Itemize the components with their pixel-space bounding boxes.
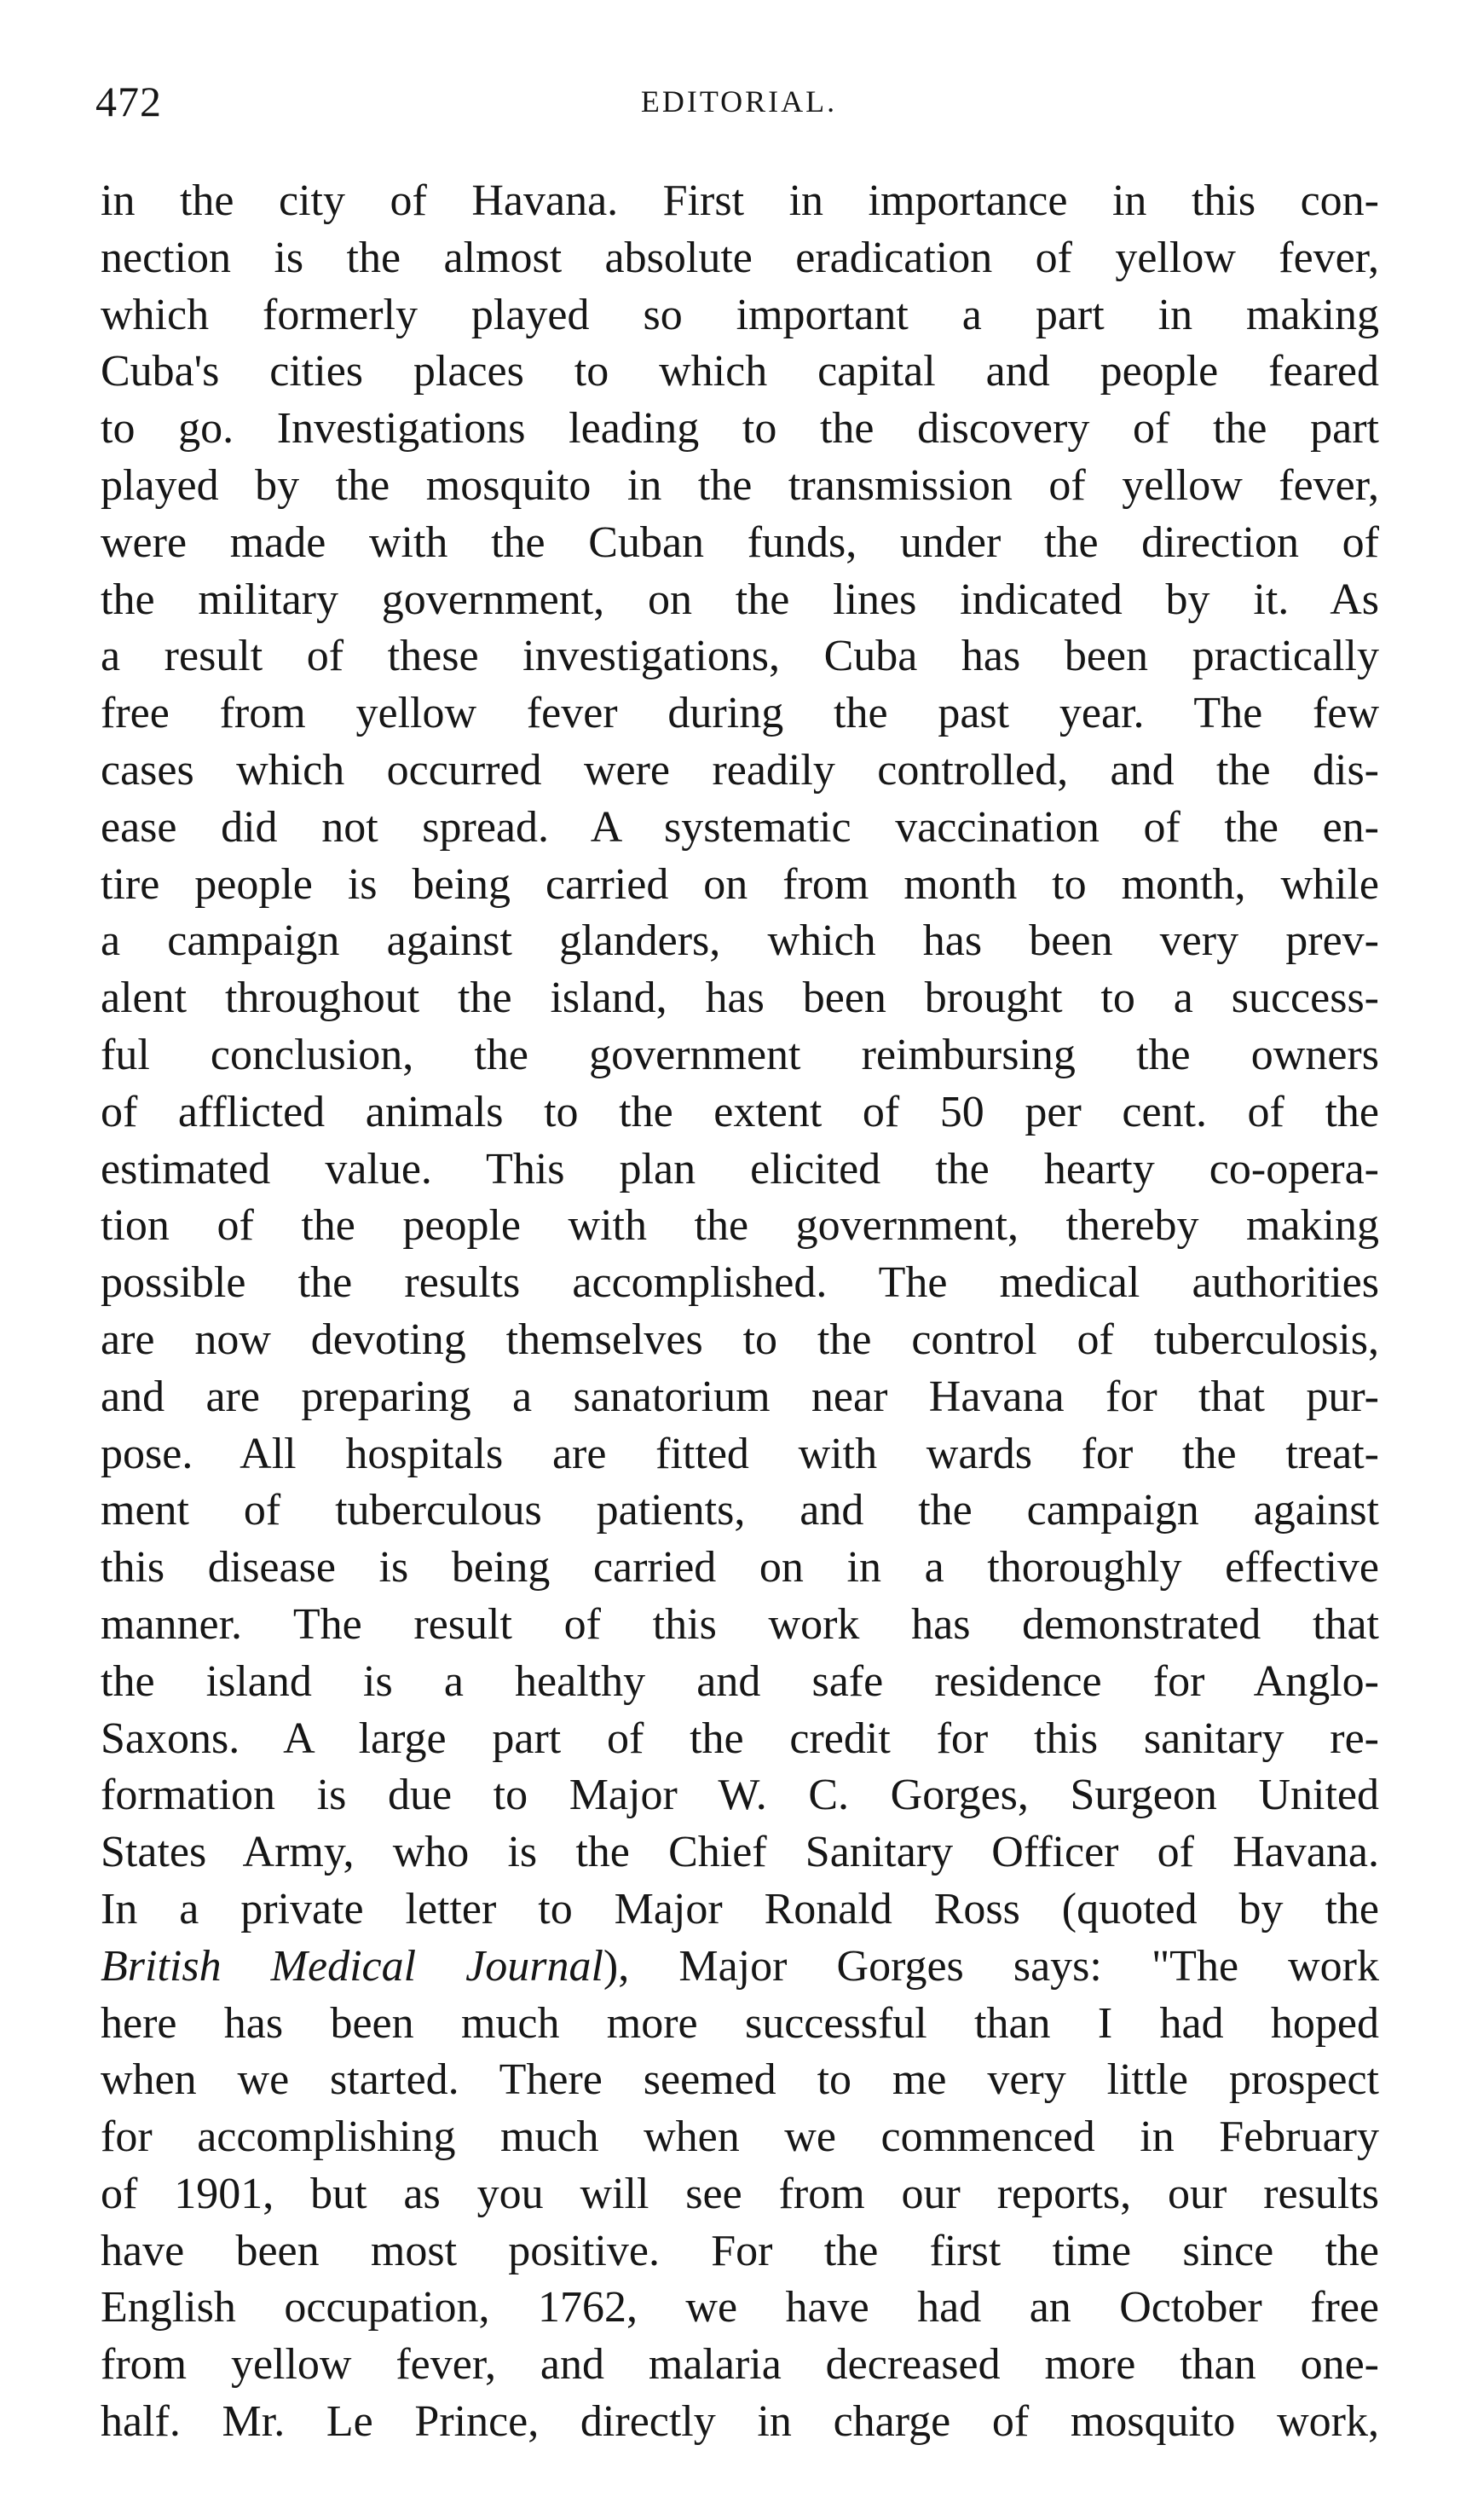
text-line: pose. All hospitals are fitted with wards for the treat-: [101, 1429, 1379, 1478]
text-line: ful conclusion, the government reimbursing the owners: [101, 1030, 1379, 1079]
text-line: States Army, who is the Chief Sanitary Officer of Havana.: [101, 1828, 1379, 1877]
text-line: the military government, on the lines indicated by it. As: [101, 575, 1379, 624]
text-line: from yellow fever, and malaria decreased more than one-: [101, 2340, 1379, 2390]
text-line: half. Mr. Le Prince, directly in charge of mosquito work,: [101, 2397, 1379, 2447]
page-header: [95, 72, 1383, 131]
text-line: the island is a healthy and safe residence for Anglo-: [101, 1656, 1379, 1706]
text-line: in the city of Havana. First in importance in this con-: [101, 176, 1379, 225]
text-line: when we started. There seemed to me very little prospect: [101, 2055, 1379, 2105]
text-line: of 1901, but as you will see from our reports, our results: [101, 2169, 1379, 2218]
text-line: formation is due to Major W. C. Gorges, Surgeon United: [101, 1771, 1379, 1820]
text-line: have been most positive. For the first time since the: [101, 2226, 1379, 2275]
text-line: of afflicted animals to the extent of 50 per cent. of the: [101, 1087, 1379, 1136]
text-line: ease did not spread. A systematic vaccination of the en-: [101, 802, 1379, 852]
text-line-citation: [101, 1939, 1379, 1996]
text-line: nection is the almost absolute eradication of yellow fever,: [101, 233, 1379, 282]
text-line: to go. Investigations leading to the discovery of the part: [101, 404, 1379, 454]
text-line: estimated value. This plan elicited the hearty co-opera-: [101, 1144, 1379, 1194]
text-line: English occupation, 1762, we have had an October free: [101, 2283, 1379, 2332]
text-line: Saxons. A large part of the credit for this sanitary re-: [101, 1714, 1379, 1763]
text-line: cases which occurred were readily controlled, and the dis-: [101, 745, 1379, 795]
text-line: Cuba's cities places to which capital and people feared: [101, 347, 1379, 396]
running-head: EDITORIAL.: [640, 84, 838, 118]
text-line: this disease is being carried on in a thoroughly effective: [101, 1543, 1379, 1592]
text-line: a campaign against glanders, which has been very prev-: [101, 916, 1379, 966]
text-line: possible the results accomplished. The medical authorities: [101, 1258, 1379, 1308]
text-line: for accomplishing much when we commenced in February: [101, 2113, 1379, 2162]
text-line: and are preparing a sanatorium near Havana for that pur-: [101, 1372, 1379, 1421]
page-number: 472: [95, 78, 162, 125]
text-line: In a private letter to Major Ronald Ross (quoted by the: [101, 1884, 1379, 1933]
body-text: [101, 173, 1379, 2451]
text-line: free from yellow fever during the past year. The few: [101, 689, 1379, 738]
text-line: alent throughout the island, has been brought to a success-: [101, 974, 1379, 1023]
text-line: which formerly played so important a part in making: [101, 290, 1379, 339]
text-line: played by the mosquito in the transmission of yellow fever,: [101, 460, 1379, 510]
text-line: manner. The result of this work has demonstrated that: [101, 1599, 1379, 1649]
text-line: tion of the people with the government, thereby making: [101, 1201, 1379, 1251]
text-line: ment of tuberculous patients, and the campaign against: [101, 1486, 1379, 1535]
text-line: a result of these investigations, Cuba has been practically: [101, 632, 1379, 681]
journal-title: British Medical Journal: [101, 1941, 603, 1991]
text-line: tire people is being carried on from month to month, while: [101, 859, 1379, 909]
text-line: here has been much more successful than I had hoped: [101, 1998, 1379, 2048]
text-line: are now devoting themselves to the control of tuberculosis,: [101, 1315, 1379, 1364]
citation-rest: ), Major Gorges says: "The work: [603, 1941, 1379, 1991]
text-line: were made with the Cuban funds, under the direction of: [101, 517, 1379, 567]
